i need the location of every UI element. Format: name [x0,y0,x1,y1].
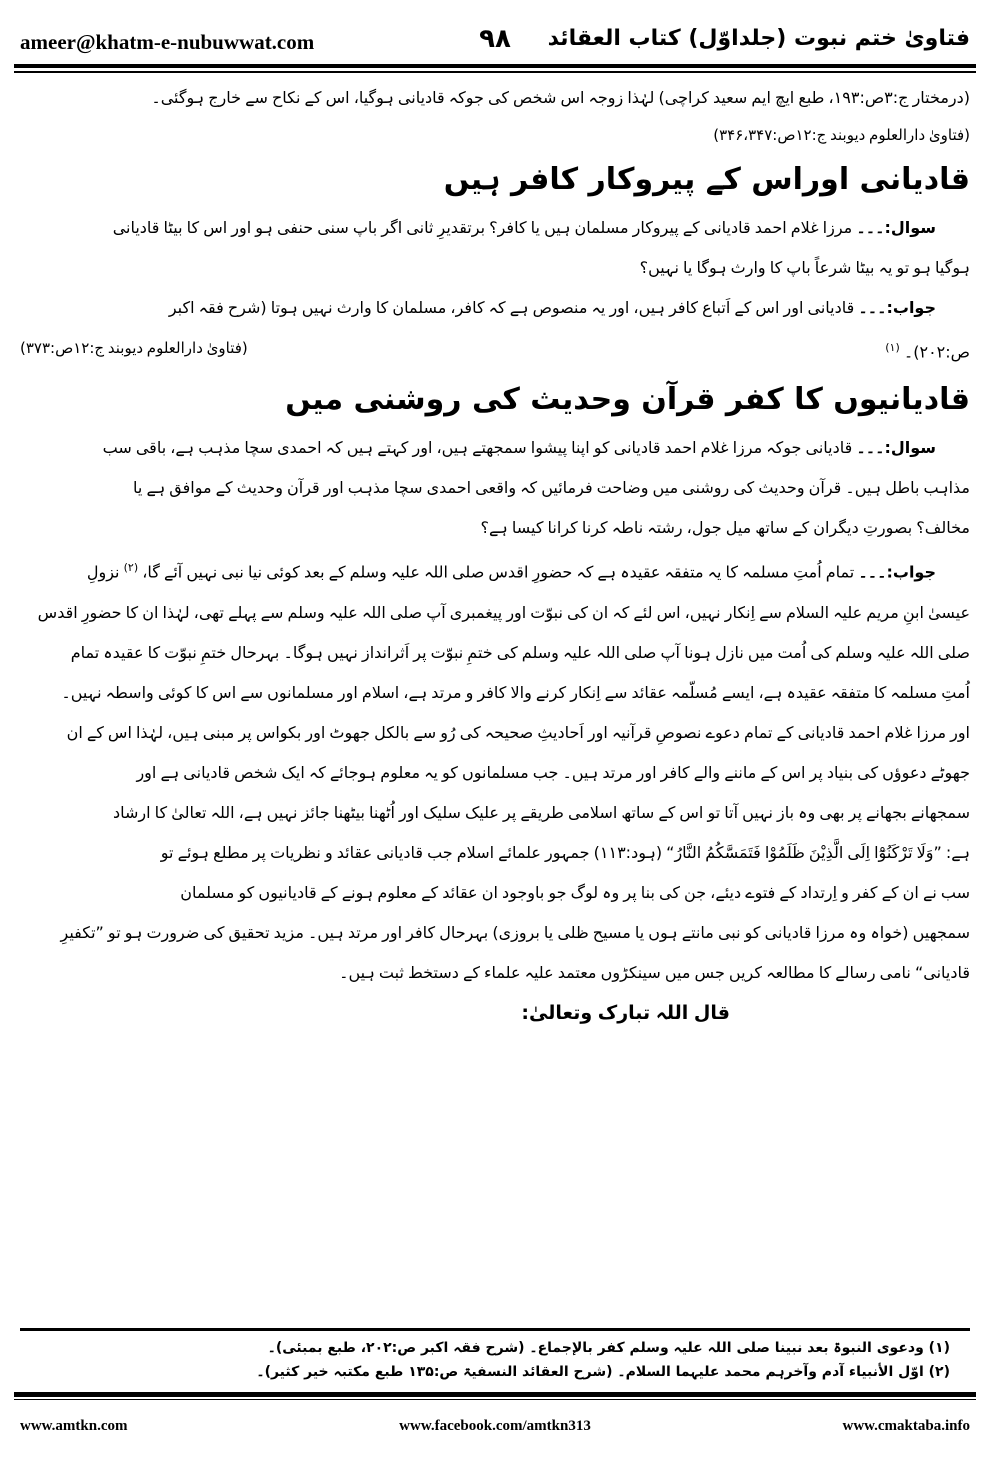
section2-answer-line: قادیانی“ نامی رسالے کا مطالعہ کریں جس میں سینکڑوں معتمد علیہ علماء کے دستخط ثبت ہیں۔ [339,962,970,982]
book-title: فتاویٰ ختم نبوت (جلداوّل) کتاب العقائد [547,26,970,51]
section2-answer-line: ہے: ”وَلَا تَرْکَنُوْٓا اِلَی الَّذِیْنَ ظَلَمُوْا فَتَمَسَّکُمُ النَّارُ“ (ہود:۱۱۳) جمہور علمائے اسلام جب قادیانی عقائد و نظریات پر مطلع ہوئے تو [160,842,970,862]
question-label: سوال:۔۔۔ [856,218,936,237]
reference-citation: (فتاویٰ دارالعلوم دیوبند ج:۱۲ص:۳۴۶،۳۴۷) [713,126,970,144]
footnote-2: (۲) اوّل الأنبیاء آدم وآخرہم محمد علیہما السلام۔ (شرح العقائد النسفیۃ ص:۱۳۵ طبع مکتبہ خیر کثیر)۔ [256,1364,950,1380]
section1-reference: (فتاویٰ دارالعلوم دیوبند ج:۱۲ص:۳۷۳) [20,339,248,357]
header-email: ameer@khatm-e-nubuwwat.com [20,30,315,54]
section2-question-line-2: مذاہب باطل ہیں۔ قرآن وحدیث کی روشنی میں وضاحت فرمائیں کہ واقعی احمدی سچا مذہب اور قرآن وحدیث کے موافق ہے یا [133,478,970,498]
footnote-separator [20,1328,970,1331]
answer-label: جواب:۔۔۔ [858,298,936,317]
page-header [20,24,970,64]
section2-answer-line: اُمتِ مسلمہ کا متفقہ عقیدہ ہے، ایسے مُسلّمہ عقائد سے اِنکار کرنے والا کافر و مرتد ہے، اسلام اور مسلمانوں سے اس کا کوئی واسطہ نہیں۔ [61,682,970,702]
section1-question-line-1 [20,208,970,248]
section1-heading: قادیانی اوراس کے پیروکار کافر ہیں [443,162,970,197]
footnote-1: (۱) ودعوی النبوۃ بعد نبینا صلی اللہ علیہ وسلم کفر بالإجماع۔ (شرح فقہ اکبر ص:۲۰۲، طبع بمبئی)۔ [267,1340,950,1356]
intro-reference [20,118,970,152]
closing-line: قال اللہ تبارک وتعالیٰ: [521,1001,730,1024]
question-label: سوال:۔۔۔ [856,438,936,458]
section2-answer-line: صلی اللہ علیہ وسلم کی اُمت میں نازل ہونا آپ صلی اللہ علیہ وسلم کی ختمِ نبوّت پر اَثرانداز نہیں ہوگا۔ بہرحال ختمِ نبوّت کا عقیدہ تمام [70,642,970,662]
section2-question-line-3: مخالف؟ بصورتِ دیگران کے ساتھ میل جول، رشتہ ناطہ کرنا کرانا کیسا ہے؟ [480,518,970,538]
section2-question-line-1 [20,428,970,468]
answer-text: تمام اُمتِ مسلمہ کا یہ متفقہ عقیدہ ہے کہ حضورِ اقدس صلی اللہ علیہ وسلم کے بعد کوئی نیا نبی نہیں آئے گا، [142,562,855,582]
answer-text-end: ص:۲۰۲)۔ [903,342,970,362]
section1-answer-line-2 [20,328,970,372]
intro-line: (درمختار ج:۳ص:۱۹۳، طبع ایچ ایم سعید کراچی) لہٰذا زوجہ اس شخص کی جوکہ قادیانی ہوگیا، اس کے نکاح سے خارج ہوگئی۔ [151,88,970,107]
footer-link-amtkn[interactable]: www.amtkn.com [20,1418,128,1434]
footnote-marker-2[interactable]: (۲) [123,561,139,575]
answer-label: جواب:۔۔۔ [858,562,936,582]
footnotes [20,1336,950,1384]
question-text: قادیانی جوکہ مرزا غلام احمد قادیانی کو اپنا پیشوا سمجھتے ہیں، اور کہتے ہیں کہ احمدی سچا مذہب ہے، باقی سب [102,438,853,458]
section2-answer-line: سمجھانے بجھانے پر بھی وہ باز نہیں آتا تو اس کے ساتھ اسلامی طریقے پر علیک سلیک اور اُٹھنا بیٹھنا جائز نہیں ہے، اللہ تعالیٰ کا ارشاد [113,802,970,822]
question-text: مرزا غلام احمد قادیانی کے پیروکار مسلمان ہیں یا کافر؟ برتقدیرِ ثانی اگر باپ سنی حنفی ہو اور اس کا بیٹا قادیانی [112,218,853,237]
footer-double-rule [14,1392,976,1400]
header-double-rule [14,64,976,73]
section2-answer-line: سب نے ان کے کفر و اِرتداد کے فتوے دیئے، جن کی بنا پر وہ لوگ جو باوجود ان عقائد کے معلوم ہونے کے قادیانیوں کو مسلمان [180,882,970,902]
section1-answer-line-1 [20,288,970,328]
footer-link-facebook[interactable]: www.facebook.com/amtkn313 [399,1418,591,1434]
section2-answer-line-1 [20,548,970,592]
footer-link-cmaktaba[interactable]: www.cmaktaba.info [842,1418,970,1434]
footnote-marker-1[interactable]: (۱) [885,341,900,354]
answer-text-end: نزولِ [86,562,120,582]
section2-answer-line: اور مرزا غلام احمد قادیانی کے تمام دعوے نصوصِ قرآنیہ اور اَحادیثِ صحیحہ کی رُو سے بالکل جھوٹ اور بکواس پر مبنی ہیں، لہٰذا اس کے ان [66,722,970,742]
page-footer [20,1418,970,1438]
page-number: ۹۸ [479,24,511,54]
page-body [20,78,970,1033]
section2-answer-line: عیسیٰ ابنِ مریم علیہ السلام سے اِنکار نہیں، اس لئے کہ ان کی نبوّت اور پیغمبری آپ صلی اللہ علیہ وسلم سے پہلے تھی، لہٰذا ان کا حضورِ اقدس [37,602,970,622]
answer-text: قادیانی اور اس کے اَتباع کافر ہیں، اور یہ منصوص ہے کہ کافر، مسلمان کا وارث نہیں ہوتا (شرح فقہ اکبر [168,298,855,317]
section2-answer-line: جھوٹے دعوؤں کی بنیاد پر اس کے ماننے والے کافر اور مرتد ہیں۔ جب مسلمانوں کو یہ معلوم ہوجائے کہ ایک شخص قادیانی ہے اور [136,762,970,782]
section2-heading: قادیانیوں کا کفر قرآن وحدیث کی روشنی میں [285,382,970,418]
section1-question-line-2: ہوگیا ہو تو یہ بیٹا شرعاً باپ کا وارث ہوگا یا نہیں؟ [639,258,970,277]
section2-answer-line: سمجھیں (خواہ وہ مرزا قادیانی کو نبی مانتے ہوں یا مسیح ظلی یا بروزی) بہرحال کافر اور مرتد ہیں۔ مزید تحقیق کی ضرورت ہو تو ”تکفیرِ [60,922,970,942]
